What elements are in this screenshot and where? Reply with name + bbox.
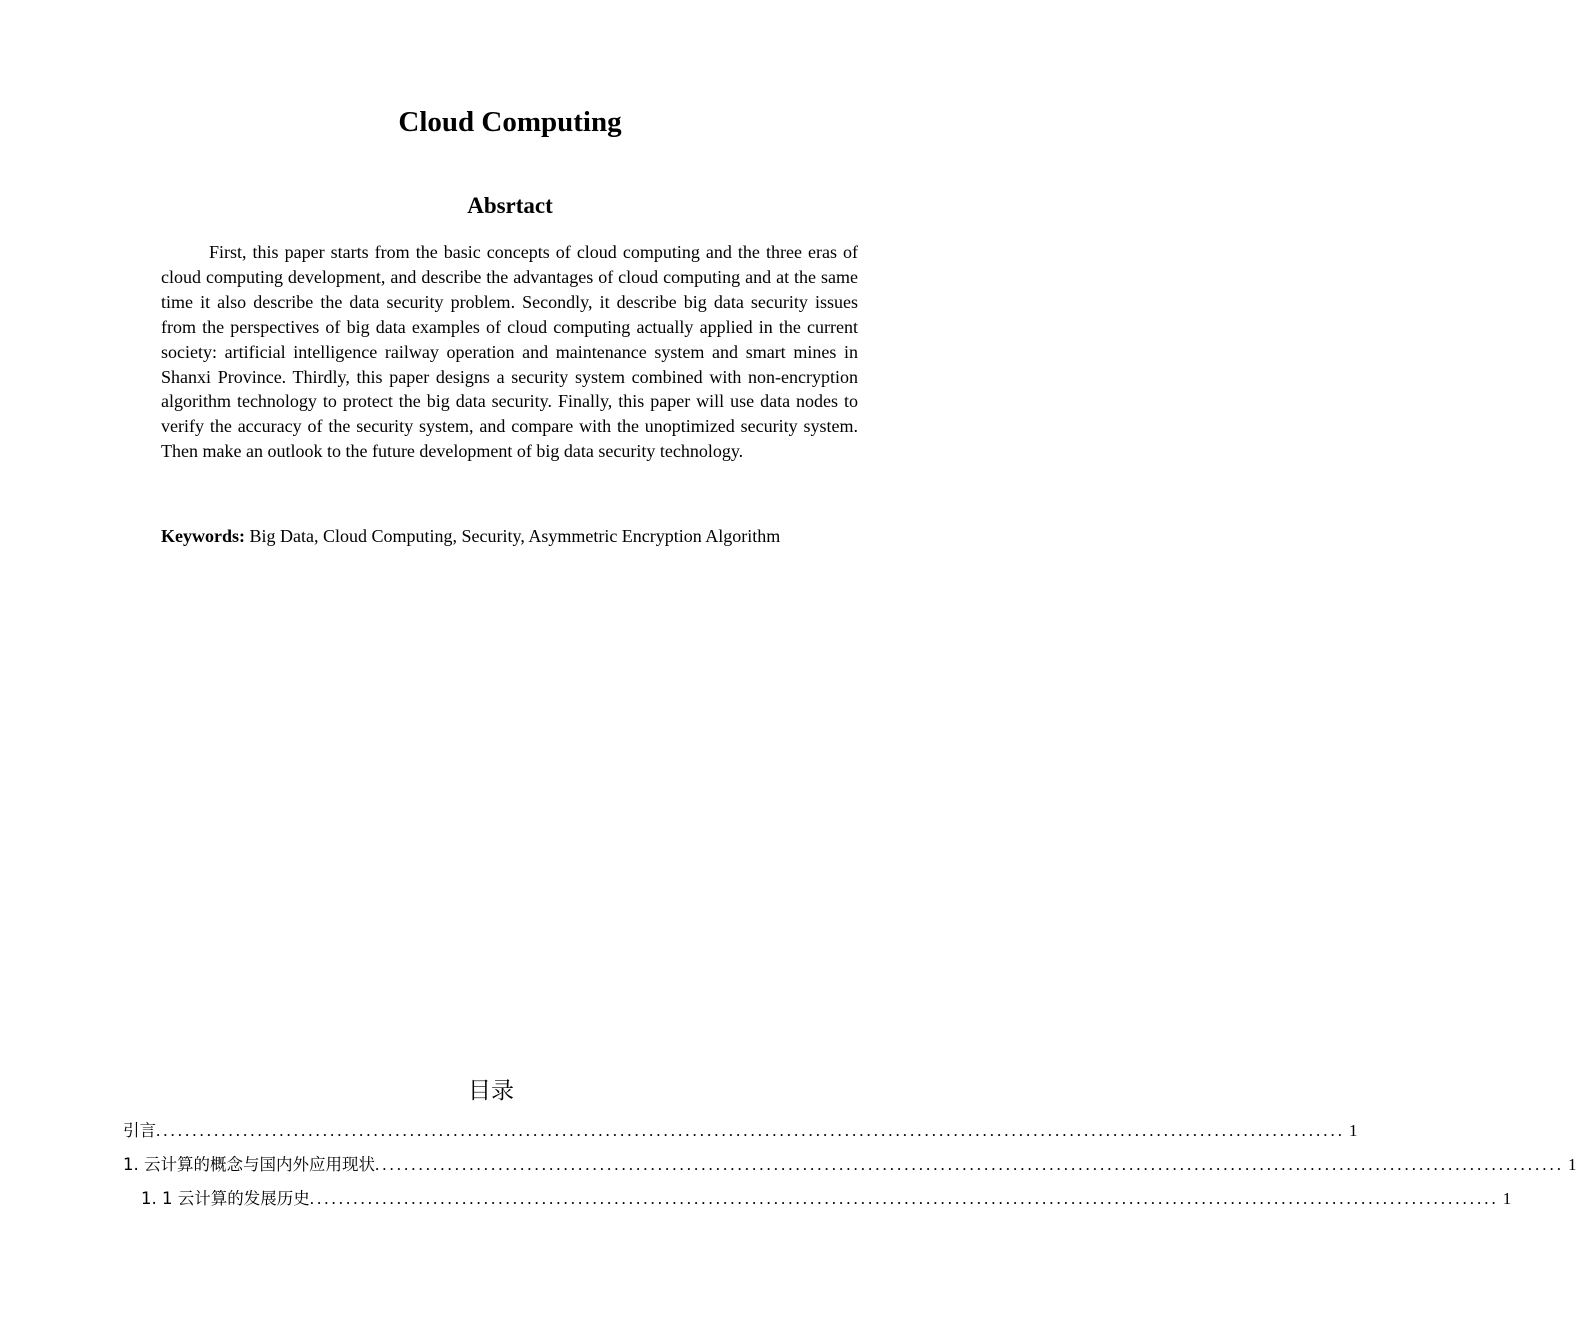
keywords-label: Keywords: (161, 526, 245, 546)
toc-page-number: 1 (1568, 1155, 1577, 1174)
keywords-text: Big Data, Cloud Computing, Security, Asymmetric Encryption Algorithm (249, 526, 781, 546)
toc-entry-chapter-1[interactable] (123, 1153, 1577, 1177)
toc-entry-section-1-1[interactable] (141, 1187, 1512, 1211)
toc-page-number: 1 (1349, 1121, 1358, 1140)
paper-title: Cloud Computing (398, 106, 622, 138)
toc-title: 目录 (468, 1078, 514, 1104)
toc-dot-leader: .................................................................................................................................................................... (156, 1121, 1345, 1140)
toc-entry-label: 引言 (123, 1121, 156, 1140)
keywords-line (161, 523, 881, 549)
toc-entry-introduction[interactable] (123, 1119, 1358, 1143)
toc-entry-label: 1. 云计算的概念与国内外应用现状 (123, 1155, 375, 1174)
toc-page-number: 1 (1502, 1189, 1512, 1208)
toc-dot-leader: .................................................................................................................................................................... (375, 1155, 1564, 1174)
abstract-heading: Absrtact (467, 193, 553, 218)
toc-dot-leader: .................................................................................................................................................................... (309, 1189, 1499, 1208)
abstract-body: First, this paper starts from the basic concepts of cloud computing and the three eras of cloud computing development, and describe the advantages of cloud computing and at the same time it also describe the data security problem. Secondly, it describe big data security issues from the perspectives of big data examples of cloud computing actually applied in the current society: artificial intelligence railway operation and maintenance system and smart mines in Shanxi Province. Thirdly, this paper designs a security system combined with non-encryption algorithm technology to protect the big data security. Finally, this paper will use data nodes to verify the accuracy of the security system, and compare with the unoptimized security system. Then make an outlook to the future development of big data security technology. (161, 242, 858, 462)
toc-entry-label: 1. 1 云计算的发展历史 (141, 1189, 310, 1208)
